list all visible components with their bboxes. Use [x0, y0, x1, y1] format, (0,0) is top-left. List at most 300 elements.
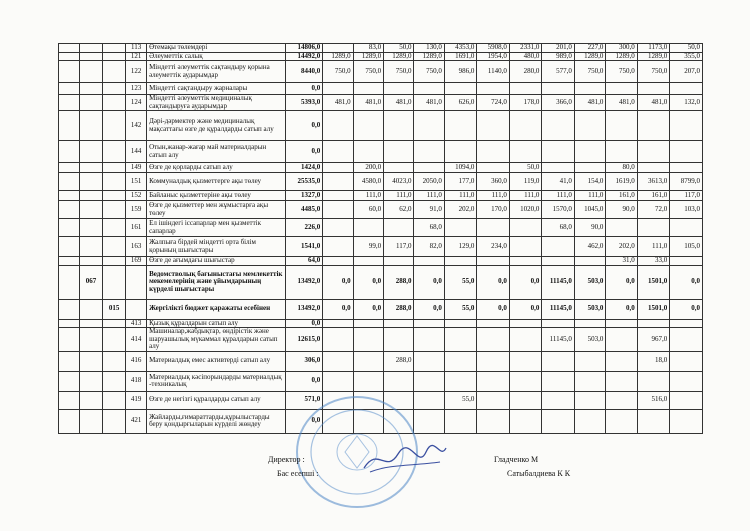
table-cell: 750,0 — [414, 61, 444, 83]
table-cell: 0,0 — [477, 299, 510, 319]
table-row — [59, 265, 703, 299]
table-cell: 516,0 — [637, 391, 670, 409]
row-name-cell: Машиналар,жабдықтар, өндірістік және шаруашылық мүкаммал құралдарын сатып алу — [147, 328, 285, 352]
table-cell — [323, 141, 353, 163]
table-cell: 1289,0 — [606, 52, 637, 61]
row-total-cell: 571,0 — [285, 391, 323, 409]
table-cell: 119,0 — [509, 173, 542, 191]
table-cell — [414, 111, 444, 141]
table-cell: 0,0 — [509, 299, 542, 319]
table-cell — [79, 61, 102, 83]
table-cell — [59, 52, 80, 61]
table-cell — [477, 409, 510, 433]
table-cell: 132,0 — [670, 95, 703, 111]
table-cell: 111,0 — [444, 191, 477, 201]
table-cell — [542, 83, 575, 95]
table-cell — [79, 391, 102, 409]
table-row — [59, 44, 703, 53]
table-cell — [59, 265, 80, 299]
row-name-cell: Міндетті әлеуметтік медициналық сақтандыруға аударымдар — [147, 95, 285, 111]
table-cell: 355,0 — [670, 52, 703, 61]
table-cell — [637, 319, 670, 328]
table-cell — [606, 409, 637, 433]
table-cell: 68,0 — [542, 219, 575, 237]
table-cell: 55,0 — [444, 265, 477, 299]
table-cell — [126, 299, 147, 319]
table-cell: 83,0 — [353, 44, 383, 53]
table-cell: 202,0 — [444, 201, 477, 219]
table-cell — [103, 371, 126, 391]
table-cell — [542, 111, 575, 141]
table-cell — [79, 237, 102, 257]
table-cell — [542, 409, 575, 433]
table-cell — [509, 257, 542, 266]
table-cell: 121 — [126, 52, 147, 61]
table-cell — [670, 351, 703, 371]
table-cell — [59, 257, 80, 266]
row-name-cell: Дәрі-дәрмектер және медициналық мақсаттағы өзге де құралдарды сатып алу — [147, 111, 285, 141]
table-cell — [79, 141, 102, 163]
table-row — [59, 95, 703, 111]
table-cell — [103, 319, 126, 328]
table-cell: 144 — [126, 141, 147, 163]
table-cell: 0,0 — [606, 299, 637, 319]
table-cell — [606, 111, 637, 141]
table-cell — [444, 141, 477, 163]
row-name-cell: Жалпыға бірдей міндетті орта білім қорының шығыстары — [147, 237, 285, 257]
table-cell — [79, 219, 102, 237]
row-total-cell: 13492,0 — [285, 299, 323, 319]
signature — [360, 440, 450, 480]
table-cell — [606, 219, 637, 237]
table-cell: 161 — [126, 219, 147, 237]
table-cell — [574, 257, 605, 266]
table-cell — [414, 257, 444, 266]
table-cell: 481,0 — [353, 95, 383, 111]
table-row — [59, 191, 703, 201]
table-cell — [414, 83, 444, 95]
table-cell — [323, 83, 353, 95]
table-cell — [606, 141, 637, 163]
table-cell: 50,0 — [509, 163, 542, 173]
table-cell — [103, 257, 126, 266]
table-cell — [323, 219, 353, 237]
table-cell — [444, 83, 477, 95]
table-cell — [353, 257, 383, 266]
table-cell — [670, 409, 703, 433]
table-cell: 0,0 — [509, 265, 542, 299]
table-cell — [637, 371, 670, 391]
table-cell — [103, 328, 126, 352]
row-total-cell: 4485,0 — [285, 201, 323, 219]
table-cell — [103, 61, 126, 83]
table-cell — [59, 351, 80, 371]
table-cell: 413 — [126, 319, 147, 328]
table-cell — [79, 351, 102, 371]
table-cell: 2331,0 — [509, 44, 542, 53]
table-cell — [637, 111, 670, 141]
table-cell — [574, 319, 605, 328]
table-cell: 750,0 — [323, 61, 353, 83]
table-cell — [444, 219, 477, 237]
table-cell: 1570,0 — [542, 201, 575, 219]
table-cell: 1045,0 — [574, 201, 605, 219]
table-cell — [542, 237, 575, 257]
row-name-cell: Жергілікті бюджет қаражаты есебінен — [147, 299, 285, 319]
table-cell — [670, 141, 703, 163]
table-cell — [323, 257, 353, 266]
table-cell: 103,0 — [670, 201, 703, 219]
table-cell — [574, 351, 605, 371]
table-row — [59, 163, 703, 173]
table-cell: 414 — [126, 328, 147, 352]
table-cell: 111,0 — [574, 191, 605, 201]
table-cell: 0,0 — [414, 265, 444, 299]
table-cell — [79, 173, 102, 191]
table-cell: 122 — [126, 61, 147, 83]
table-row — [59, 237, 703, 257]
table-row — [59, 61, 703, 83]
table-cell — [509, 219, 542, 237]
table-cell — [509, 391, 542, 409]
table-cell — [414, 319, 444, 328]
table-cell — [79, 319, 102, 328]
table-cell: 33,0 — [637, 257, 670, 266]
table-cell — [542, 351, 575, 371]
table-cell — [670, 83, 703, 95]
row-total-cell: 5393,0 — [285, 95, 323, 111]
table-cell — [606, 83, 637, 95]
table-cell — [353, 111, 383, 141]
table-cell — [414, 163, 444, 173]
row-name-cell: Өтемақы төлемдері — [147, 44, 285, 53]
table-cell — [670, 163, 703, 173]
table-cell — [59, 173, 80, 191]
table-cell: 1289,0 — [353, 52, 383, 61]
table-cell — [103, 191, 126, 201]
table-cell: 41,0 — [542, 173, 575, 191]
table-cell: 2050,0 — [414, 173, 444, 191]
table-cell — [79, 83, 102, 95]
table-cell — [323, 111, 353, 141]
table-cell: 151 — [126, 173, 147, 191]
table-cell: 124 — [126, 95, 147, 111]
row-name-cell: Материалдық кәсіпорындарды материалдық -техникалық — [147, 371, 285, 391]
table-row — [59, 328, 703, 352]
table-cell — [353, 219, 383, 237]
table-cell: 113 — [126, 44, 147, 53]
table-cell — [670, 257, 703, 266]
table-cell: 201,0 — [542, 44, 575, 53]
table-cell — [509, 237, 542, 257]
table-cell — [444, 319, 477, 328]
table-cell: 1140,0 — [477, 61, 510, 83]
table-cell — [353, 351, 383, 371]
table-cell: 967,0 — [637, 328, 670, 352]
row-name-cell: Міндетті әлеуметтік сақтандыру қорына әлеуметтік аударымдар — [147, 61, 285, 83]
table-cell — [606, 371, 637, 391]
table-cell — [542, 319, 575, 328]
table-cell: 117,0 — [670, 191, 703, 201]
table-cell — [103, 351, 126, 371]
table-cell — [670, 319, 703, 328]
table-cell: 1619,0 — [606, 173, 637, 191]
row-total-cell: 14806,0 — [285, 44, 323, 53]
table-cell: 163 — [126, 237, 147, 257]
table-cell: 4580,0 — [353, 173, 383, 191]
table-cell — [103, 111, 126, 141]
table-cell: 724,0 — [477, 95, 510, 111]
row-total-cell: 1424,0 — [285, 163, 323, 173]
table-cell: 360,0 — [477, 173, 510, 191]
table-cell: 50,0 — [670, 44, 703, 53]
table-cell: 111,0 — [414, 191, 444, 201]
table-cell — [444, 257, 477, 266]
table-cell: 18,0 — [637, 351, 670, 371]
row-total-cell: 64,0 — [285, 257, 323, 266]
table-cell: 750,0 — [637, 61, 670, 83]
table-cell: 99,0 — [353, 237, 383, 257]
table-cell: 68,0 — [414, 219, 444, 237]
table-row — [59, 371, 703, 391]
table-cell: 300,0 — [606, 44, 637, 53]
table-cell — [384, 83, 414, 95]
table-cell: 750,0 — [606, 61, 637, 83]
table-cell: 4353,0 — [444, 44, 477, 53]
table-cell: 0,0 — [414, 299, 444, 319]
table-cell — [79, 201, 102, 219]
table-cell: 5908,0 — [477, 44, 510, 53]
table-cell — [126, 265, 147, 299]
table-cell — [477, 83, 510, 95]
table-cell — [477, 328, 510, 352]
table-cell: 750,0 — [384, 61, 414, 83]
table-cell: 31,0 — [606, 257, 637, 266]
table-cell — [444, 371, 477, 391]
table-cell: 55,0 — [444, 299, 477, 319]
row-total-cell: 226,0 — [285, 219, 323, 237]
table-cell — [606, 391, 637, 409]
table-row — [59, 141, 703, 163]
table-cell: 419 — [126, 391, 147, 409]
table-cell: 11145,0 — [542, 299, 575, 319]
table-cell — [509, 351, 542, 371]
table-cell — [477, 111, 510, 141]
table-cell — [509, 409, 542, 433]
table-cell — [384, 163, 414, 173]
table-cell — [103, 173, 126, 191]
row-name-cell: Әлеуметтік салық — [147, 52, 285, 61]
table-cell — [384, 257, 414, 266]
row-total-cell: 0,0 — [285, 83, 323, 95]
row-total-cell: 13492,0 — [285, 265, 323, 299]
table-cell — [574, 391, 605, 409]
table-cell: 1289,0 — [323, 52, 353, 61]
table-cell — [542, 391, 575, 409]
table-cell: 227,0 — [574, 44, 605, 53]
table-cell — [444, 409, 477, 433]
row-name-cell: Өзге де қорларды сатып алу — [147, 163, 285, 173]
table-cell — [59, 328, 80, 352]
table-cell — [59, 83, 80, 95]
accountant-label: Бас есепші : — [277, 469, 319, 478]
table-cell: 480,0 — [509, 52, 542, 61]
table-cell — [574, 163, 605, 173]
table-cell: 421 — [126, 409, 147, 433]
table-cell: 481,0 — [637, 95, 670, 111]
table-cell — [477, 371, 510, 391]
table-cell: 169 — [126, 257, 147, 266]
table-cell — [59, 111, 80, 141]
table-cell: 55,0 — [444, 391, 477, 409]
table-cell — [606, 328, 637, 352]
table-cell — [79, 111, 102, 141]
table-cell — [384, 371, 414, 391]
table-cell: 129,0 — [444, 237, 477, 257]
table-cell: 207,0 — [670, 61, 703, 83]
table-cell — [59, 141, 80, 163]
table-cell — [353, 319, 383, 328]
table-cell — [59, 61, 80, 83]
table-cell — [606, 351, 637, 371]
table-cell: 0,0 — [670, 299, 703, 319]
table-row — [59, 299, 703, 319]
table-cell — [637, 141, 670, 163]
row-total-cell: 0,0 — [285, 141, 323, 163]
table-cell — [103, 141, 126, 163]
table-cell: 149 — [126, 163, 147, 173]
table-cell: 481,0 — [606, 95, 637, 111]
table-cell — [509, 319, 542, 328]
table-cell — [59, 319, 80, 328]
table-cell — [574, 371, 605, 391]
table-cell — [574, 409, 605, 433]
table-cell — [542, 163, 575, 173]
table-cell: 416 — [126, 351, 147, 371]
table-cell — [477, 163, 510, 173]
table-cell — [59, 371, 80, 391]
table-cell: 750,0 — [353, 61, 383, 83]
table-cell — [670, 219, 703, 237]
table-cell — [414, 141, 444, 163]
table-cell: 123 — [126, 83, 147, 95]
table-cell: 366,0 — [542, 95, 575, 111]
table-cell — [59, 163, 80, 173]
table-cell — [103, 409, 126, 433]
table-cell — [79, 44, 102, 53]
table-cell — [384, 111, 414, 141]
table-row — [59, 257, 703, 266]
table-cell — [414, 328, 444, 352]
row-total-cell: 25535,0 — [285, 173, 323, 191]
table-cell: 111,0 — [353, 191, 383, 201]
row-total-cell: 0,0 — [285, 111, 323, 141]
table-cell: 90,0 — [606, 201, 637, 219]
table-cell: 0,0 — [323, 299, 353, 319]
table-cell — [414, 371, 444, 391]
table-cell — [79, 191, 102, 201]
table-cell — [59, 191, 80, 201]
table-cell: 1020,0 — [509, 201, 542, 219]
table-cell — [670, 371, 703, 391]
table-row — [59, 173, 703, 191]
table-cell — [353, 83, 383, 95]
table-cell — [323, 44, 353, 53]
table-cell: 90,0 — [574, 219, 605, 237]
table-cell: 91,0 — [414, 201, 444, 219]
table-cell — [323, 371, 353, 391]
table-cell — [637, 83, 670, 95]
table-cell — [103, 163, 126, 173]
table-cell: 111,0 — [384, 191, 414, 201]
table-cell: 142 — [126, 111, 147, 141]
table-cell: 105,0 — [670, 237, 703, 257]
table-cell — [574, 111, 605, 141]
table-cell: 280,0 — [509, 61, 542, 83]
table-cell — [444, 328, 477, 352]
table-cell: 0,0 — [606, 265, 637, 299]
table-cell — [637, 219, 670, 237]
table-cell: 1691,0 — [444, 52, 477, 61]
table-cell — [477, 319, 510, 328]
table-cell: 067 — [79, 265, 102, 299]
table-cell — [103, 265, 126, 299]
table-cell — [542, 257, 575, 266]
table-cell — [103, 391, 126, 409]
table-cell — [384, 328, 414, 352]
table-cell — [509, 371, 542, 391]
table-cell — [509, 328, 542, 352]
row-name-cell: Байланыс қызметтеріне ақы төлеу — [147, 191, 285, 201]
director-label: Директор : — [268, 455, 305, 464]
table-cell — [79, 371, 102, 391]
table-cell: 154,0 — [574, 173, 605, 191]
table-cell: 503,0 — [574, 299, 605, 319]
table-row — [59, 201, 703, 219]
table-cell: 0,0 — [353, 265, 383, 299]
table-cell — [477, 219, 510, 237]
table-cell — [509, 111, 542, 141]
table-cell: 1501,0 — [637, 299, 670, 319]
table-row — [59, 83, 703, 95]
row-name-cell: Өзге де ағымдағы шығыстар — [147, 257, 285, 266]
table-cell: 50,0 — [384, 44, 414, 53]
table-cell: 152 — [126, 191, 147, 201]
table-cell: 200,0 — [353, 163, 383, 173]
row-name-cell: Өзге де негізгі құралдарды сатып алу — [147, 391, 285, 409]
table-cell — [79, 257, 102, 266]
table-cell — [103, 237, 126, 257]
table-cell: 234,0 — [477, 237, 510, 257]
table-cell: 161,0 — [637, 191, 670, 201]
row-total-cell: 1541,0 — [285, 237, 323, 257]
table-cell: 111,0 — [477, 191, 510, 201]
table-cell — [384, 141, 414, 163]
table-cell — [384, 319, 414, 328]
table-cell: 1094,0 — [444, 163, 477, 173]
table-cell: 111,0 — [637, 237, 670, 257]
table-cell: 0,0 — [323, 265, 353, 299]
table-cell — [59, 201, 80, 219]
table-cell — [323, 237, 353, 257]
table-cell: 986,0 — [444, 61, 477, 83]
table-cell — [79, 328, 102, 352]
table-cell: 481,0 — [323, 95, 353, 111]
table-cell: 161,0 — [606, 191, 637, 201]
table-cell — [444, 351, 477, 371]
table-cell: 1289,0 — [384, 52, 414, 61]
table-cell: 202,0 — [606, 237, 637, 257]
